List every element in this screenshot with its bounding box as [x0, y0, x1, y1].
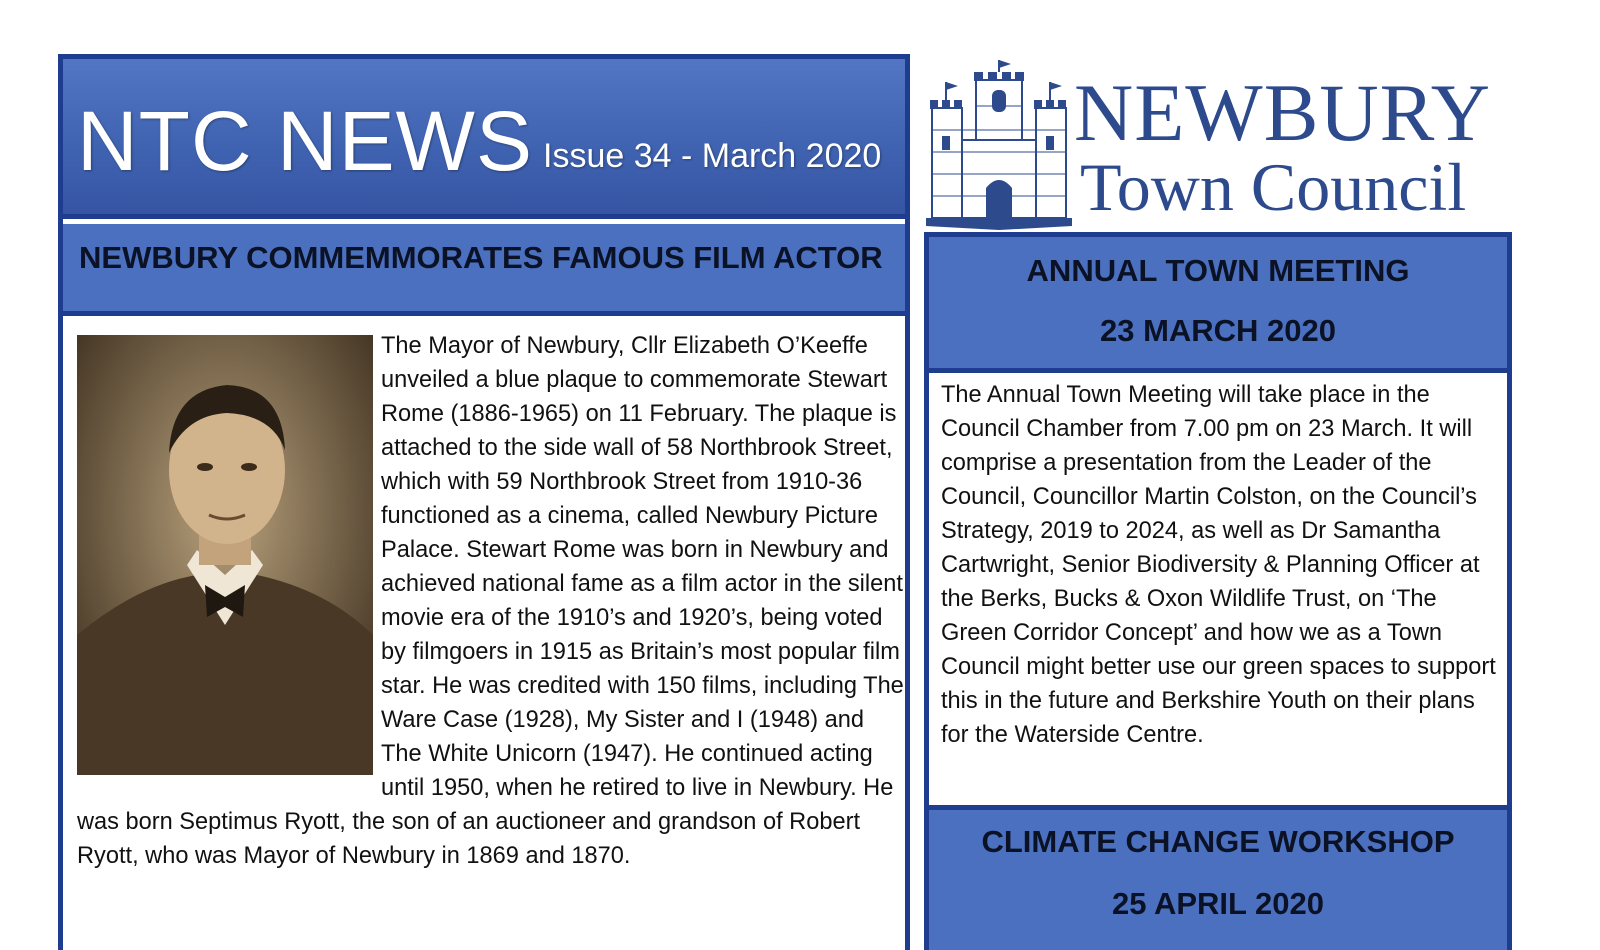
- annual-meeting-header: [929, 237, 1507, 373]
- lead-headline-bar: [63, 224, 905, 316]
- climate-workshop-header: [929, 805, 1507, 950]
- events-column: [924, 232, 1512, 950]
- issue-label: Issue 34 - March 2020: [543, 137, 882, 175]
- lead-headline: NEWBURY COMMEMMORATES FAMOUS FILM ACTOR: [79, 240, 883, 275]
- climate-workshop-date: 25 APRIL 2020: [1112, 886, 1324, 921]
- newsletter-title: NTC NEWS: [77, 94, 533, 188]
- newbury-town-council-logo: [926, 60, 1516, 230]
- annual-meeting-date: 23 MARCH 2020: [1099, 313, 1337, 348]
- portrait-photo: [77, 335, 373, 775]
- annual-meeting-heading: ANNUAL TOWN MEETING: [1026, 253, 1410, 288]
- portrait-photo-icon: [77, 335, 373, 775]
- logo-wordmark-newbury: NEWBURY: [1074, 67, 1491, 158]
- masthead: [63, 59, 905, 219]
- lead-article-body: The Mayor of Newbury, Cllr Elizabeth O’Keeffe unveiled a blue plaque to commemorate Stewart Rome (1886-1965) on 11 February. The plaque is attached to the side wall of 58 Northbrook Street, which with 59 Northbrook Street from 1910-36 functioned as a cinema, called Newbury Picture Palace. Stewart Rome was born in Newbury and achieved national fame as a film actor in the silent movie era of the 1910’s and 1920’s, being voted by filmgoers in 1915 as Britain’s most popular film star. He was credited with 150 films, including The Ware Case (1928), My Sister and I (1948) and The White Unicorn (1947). He continued acting until 1950, when he retired to live in Newbury. He was born Septimus Ryott, the son of an auctioneer and grandson of Robert Ryott, who was Mayor of Newbury in 1869 and 1870.: [77, 333, 904, 869]
- logo-wordmark-town-council: Town Council: [1080, 149, 1467, 225]
- castle-icon: [926, 60, 1072, 230]
- lead-article-text: [77, 329, 905, 873]
- climate-workshop-heading: CLIMATE CHANGE WORKSHOP: [981, 824, 1455, 859]
- lead-story-column: [58, 54, 910, 950]
- annual-meeting-body: The Annual Town Meeting will take place in the Council Chamber from 7.00 pm on 23 March. It will comprise a presentation from the Leader of the Council, Councillor Martin Colston, on the Council’s Strategy, 2019 to 2024, as well as Dr Samantha Cartwright, Senior Biodiversity & Planning Officer at the Berks, Bucks & Oxon Wildlife Trust, on ‘The Green Corridor Concept’ and how we as a Town Council might better use our green spaces to support this in the future and Berkshire Youth on their plans for the Waterside Centre.: [941, 382, 1496, 748]
- lead-article: [63, 321, 905, 950]
